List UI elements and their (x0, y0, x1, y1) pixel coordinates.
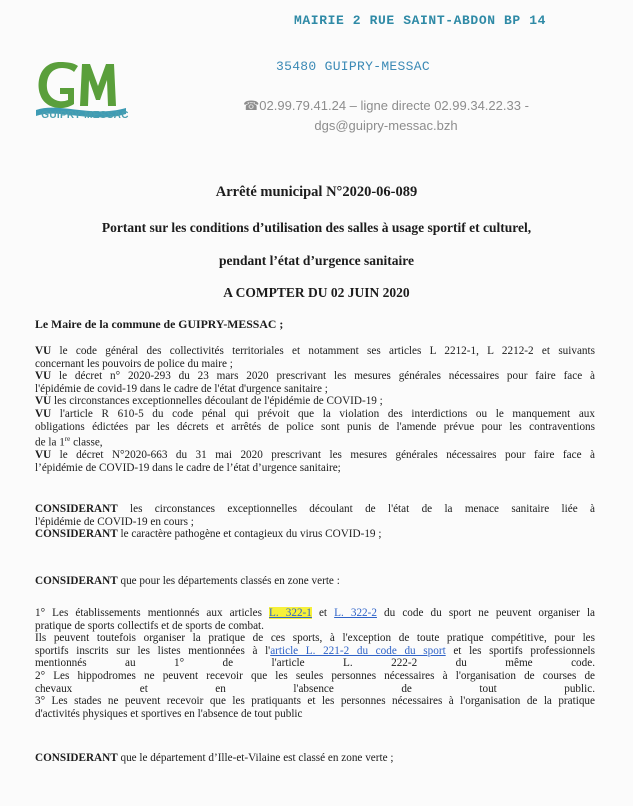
point-2-line2: chevaux et en l'absence de tout public. (35, 682, 595, 695)
logo-caption: GUIPRY-MESSAC (41, 110, 129, 121)
contact-block (186, 96, 586, 136)
considerant-4-line: CONSIDERANT que le département d’Ille-et-Vilaine est classé en zone verte ; (35, 752, 394, 764)
vu4-line1: VU l'article R 610-5 du code pénal qui prévoit que la violation des interdictions ou le manquement aux (35, 407, 595, 420)
considerant-3-line: CONSIDERANT que pour les départements classés en zone verte : (35, 575, 340, 587)
point-3-line2: d'activités physiques et sportives en l'absence de tout public (35, 707, 303, 720)
vu3-line: VU les circonstances exceptionnelles découlant de l'épidémie de COVID-19 ; (35, 395, 383, 408)
considerant-1-line1: CONSIDERANT les circonstances exceptionnelles découlant de l'état de la menace sanitaire liée à (35, 503, 595, 515)
address-line-2: 35480 GUIPRY-MESSAC (276, 59, 430, 74)
vu4-line2: obligations édictées par les décrets et arrêtés de police sont punis de l'amende prévue pour les contraventions (35, 420, 595, 433)
point-1-line4: sportifs inscrits sur les listes mentionnées à l'article L. 221-2 du code du sport et les sportifs professionnels (35, 644, 595, 657)
point-1-line2: pratique de sports collectifs et de sports de combat. (35, 619, 264, 632)
phone-icon: ☎ (243, 98, 260, 113)
vu4-line3: de la 1re classe, (35, 435, 103, 449)
article-l221-2-link[interactable]: article L. 221-2 du code du sport (270, 644, 446, 657)
vu5-line2: l’épidémie de COVID-19 dans le cadre de l’état d’urgence sanitaire; (35, 462, 341, 475)
considerant-2-line: CONSIDERANT le caractère pathogène et contagieux du virus COVID-19 ; (35, 528, 382, 541)
article-l322-2-link[interactable]: L. 322-2 (334, 607, 377, 619)
point-2-line1: 2° Les hippodromes ne peuvent recevoir que les seules personnes nécessaires à l'organisation de courses de (35, 669, 595, 682)
vu2-line1: VU le décret n° 2020-293 du 23 mars 2020 prescrivant les mesures générales nécessaires pour faire face à (35, 370, 595, 383)
phone-line: ☎02.99.79.41.24 – ligne directe 02.99.34.22.33 - (243, 98, 529, 113)
arrete-date: A COMPTER DU 02 JUIN 2020 (223, 285, 410, 300)
address-line-1: MAIRIE 2 RUE SAINT-ABDON BP 14 (294, 13, 547, 28)
email-line: dgs@guipry-messac.bzh (314, 118, 458, 133)
arrete-title: Arrêté municipal N°2020-06-089 (215, 184, 418, 200)
considerant-block-1 (35, 503, 595, 541)
point-1-line1: 1° Les établissements mentionnés aux articles L. 322-1 et L. 322-2 du code du sport ne peuvent organiser la (35, 607, 596, 619)
mayor-line: Le Maire de la commune de GUIPRY-MESSAC ; (35, 317, 284, 331)
vu-block (35, 345, 595, 475)
considerant-1-line2: l'épidémie de COVID-19 en cours ; (35, 515, 194, 528)
point-1-line3: Ils peuvent toutefois organiser la pratique de ces sports, à l'exception de toute pratique compétitive, pour les (35, 632, 595, 645)
vu1-line2: concernant les pouvoirs de police du maire ; (35, 357, 233, 370)
points-block (35, 607, 595, 720)
vu2-line2: l'épidémie de covid-19 dans le cadre de l'état d'urgence sanitaire ; (35, 382, 328, 395)
vu5-line1: VU le décret N°2020-663 du 31 mai 2020 prescrivant les mesures générales nécessaires pour faire face à (35, 449, 595, 462)
article-l322-1-link[interactable]: L. 322-1 (269, 607, 312, 619)
vu1-line1: VU le code général des collectivités territoriales et notamment ses articles L 2212-1, L 2212-2 et suivants (35, 345, 595, 357)
arrete-subject: Portant sur les conditions d’utilisation des salles à usage sportif et culturel, (101, 220, 532, 235)
point-1-line5: mentionnés au 1° de l'article L. 222-2 du même code. (35, 657, 595, 670)
point-3-line1: 3° Les stades ne peuvent recevoir que les pratiquants et les personnes nécessaires à l'organisation de la pratique (35, 695, 595, 708)
arrete-subject-2: pendant l’état d’urgence sanitaire (218, 253, 415, 268)
